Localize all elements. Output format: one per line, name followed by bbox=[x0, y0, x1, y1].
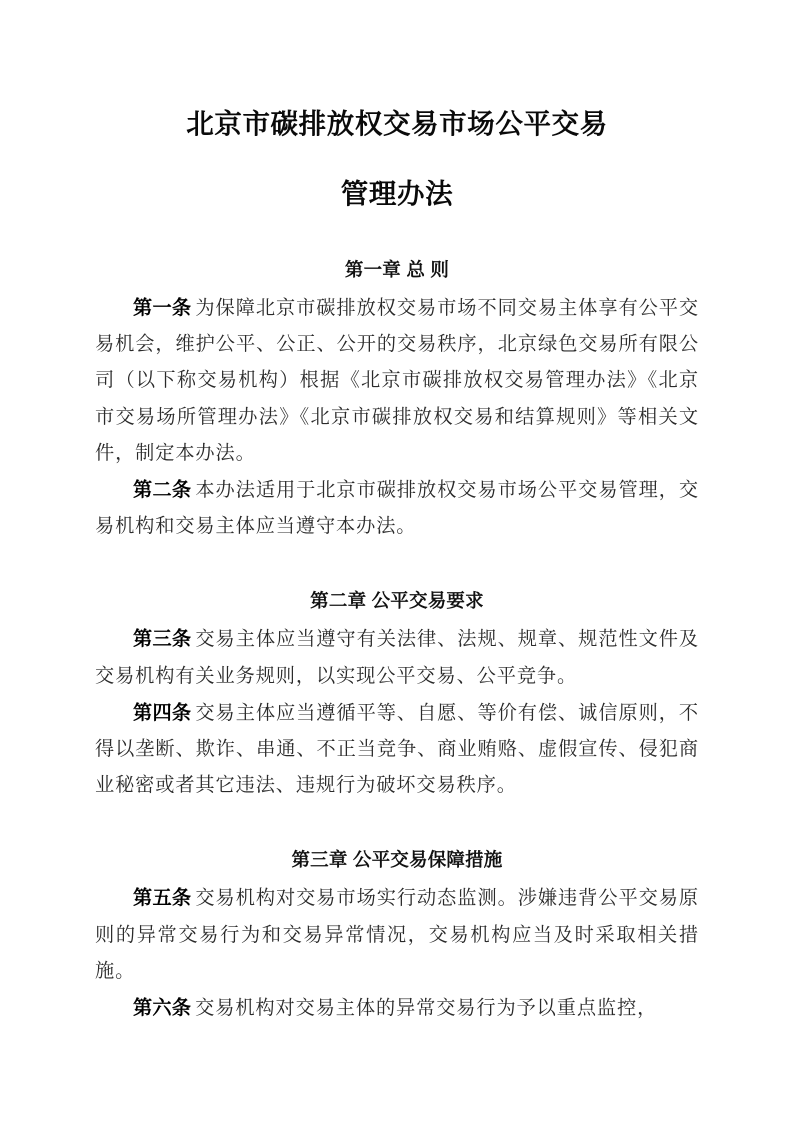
article-number: 第一条 bbox=[133, 296, 192, 319]
article-number: 第四条 bbox=[133, 700, 192, 724]
article-item bbox=[95, 695, 699, 804]
article-number: 第二条 bbox=[133, 478, 192, 502]
article-number: 第五条 bbox=[133, 886, 192, 910]
document-body bbox=[95, 0, 699, 1026]
article-text: 交易机构对交易市场实行动态监测。涉嫌违背公平交易原则的异常交易行为和交易异常情况，交易机构应当及时采取相关措施。 bbox=[95, 886, 699, 982]
article-number: 第三条 bbox=[133, 627, 192, 651]
article-item bbox=[95, 990, 699, 1026]
document-title-line-2: 管理办法 bbox=[340, 178, 454, 210]
article-item bbox=[95, 880, 699, 989]
article-text: 本办法适用于北京市碳排放权交易市场公平交易管理，交易机构和交易主体应当遵守本办法。 bbox=[95, 478, 699, 538]
article-text: 交易机构对交易主体的异常交易行为予以重点监控， bbox=[195, 996, 658, 1020]
chapter-heading-2: 第二章 公平交易要求 bbox=[310, 590, 484, 612]
article-item bbox=[95, 290, 699, 471]
article-text: 为保障北京市碳排放权交易市场不同交易主体享有公平交易机会，维护公平、公正、公开的交易秩序，北京绿色交易所有限公司（以下称交易机构）根据《北京市碳排放权交易管理办法》《北京市交易场所管理办法》《北京市碳排放权交易和结算规则》等相关文件，制定本办法。 bbox=[95, 296, 699, 464]
article-item bbox=[95, 621, 699, 693]
article-text: 交易主体应当遵循平等、自愿、等价有偿、诚信原则，不得以垄断、欺诈、串通、不正当竞争、商业贿赂、虚假宣传、侵犯商业秘密或者其它违法、违规行为破坏交易秩序。 bbox=[95, 700, 699, 797]
article-number: 第六条 bbox=[133, 996, 192, 1020]
article-item bbox=[95, 472, 699, 544]
document-title-line-1: 北京市碳排放权交易市场公平交易 bbox=[186, 108, 608, 140]
chapter-heading-3: 第三章 公平交易保障措施 bbox=[291, 849, 503, 871]
chapter-heading-1: 第一章 总 则 bbox=[344, 259, 450, 280]
article-text: 交易主体应当遵守有关法律、法规、规章、规范性文件及交易机构有关业务规则，以实现公平交易、公平竞争。 bbox=[95, 627, 699, 687]
